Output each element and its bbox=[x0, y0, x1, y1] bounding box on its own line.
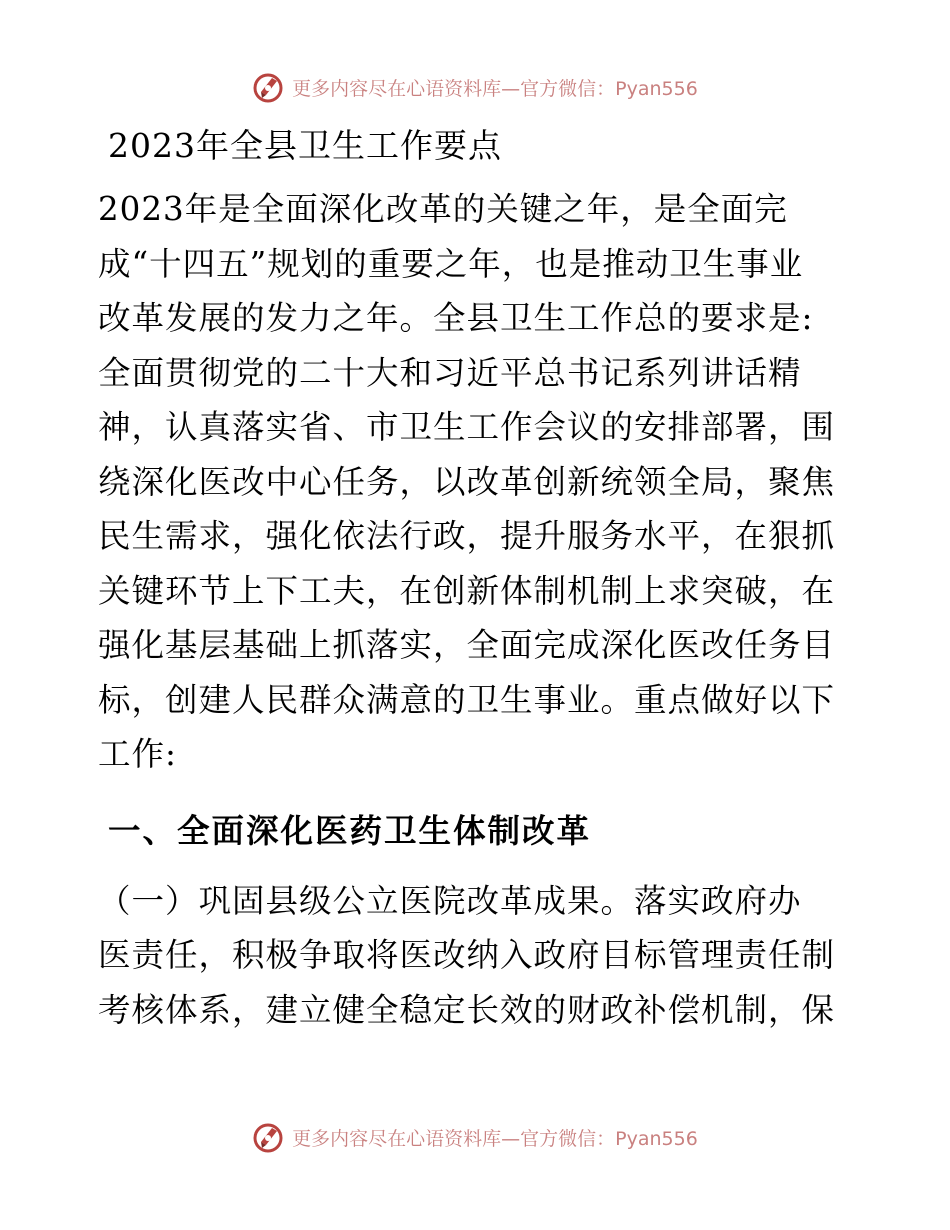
intro-paragraph bbox=[98, 182, 850, 782]
banner-wechat: 官方微信：Pyan556 bbox=[520, 77, 698, 100]
footer-banner bbox=[0, 1120, 950, 1154]
section1-paragraph bbox=[98, 874, 850, 1038]
footer-banner-text bbox=[292, 1124, 698, 1151]
intro-line: 成“十四五”规划的重要之年，也是推动卫生事业 bbox=[98, 244, 804, 283]
intro-line: 绕深化医改中心任务，以改革创新统领全局，聚焦 bbox=[98, 462, 836, 501]
banner-dash: — bbox=[501, 1127, 521, 1150]
header-banner bbox=[0, 70, 950, 104]
intro-line: 工作: bbox=[98, 735, 177, 773]
banner-wechat: 官方微信：Pyan556 bbox=[520, 1127, 698, 1150]
banner-dash: — bbox=[501, 77, 521, 100]
intro-line: 民生需求，强化依法行政，提升服务水平，在狠抓 bbox=[98, 517, 836, 555]
section-heading: 一、全面深化医药卫生体制改革 bbox=[108, 810, 592, 850]
banner-site-name: 更多内容尽在心语资料库 bbox=[292, 1127, 502, 1150]
intro-line: 强化基层基础上抓落实，全面完成深化医改任务目 bbox=[98, 626, 836, 664]
intro-line: 标，创建人民群众满意的卫生事业。重点做好以下 bbox=[98, 680, 836, 719]
header-banner-text bbox=[292, 74, 698, 101]
section1-line: （一）巩固县级公立医院改革成果。落实政府办 bbox=[98, 881, 802, 920]
document-body bbox=[98, 118, 850, 1037]
section1-line: 考核体系，建立健全稳定长效的财政补偿机制，保 bbox=[98, 990, 836, 1029]
intro-line: 改革发展的发力之年。全县卫生工作总的要求是: bbox=[98, 299, 814, 337]
section1-line: 医责任，积极争取将医改纳入政府目标管理责任制 bbox=[98, 936, 836, 974]
document-title: 2023年全县卫生工作要点 bbox=[108, 126, 502, 165]
intro-line: 2023年是全面深化改革的关键之年，是全面完 bbox=[98, 190, 788, 228]
intro-line: 关键环节上下工夫，在创新体制机制上求突破，在 bbox=[98, 571, 836, 610]
intro-line: 全面贯彻党的二十大和习近平总书记系列讲话精 bbox=[98, 353, 802, 392]
banner-site-name: 更多内容尽在心语资料库 bbox=[292, 77, 502, 100]
writing-hand-logo-icon bbox=[252, 1120, 286, 1154]
writing-hand-logo-icon bbox=[252, 70, 286, 104]
intro-line: 神，认真落实省、市卫生工作会议的安排部署，围 bbox=[98, 408, 836, 446]
